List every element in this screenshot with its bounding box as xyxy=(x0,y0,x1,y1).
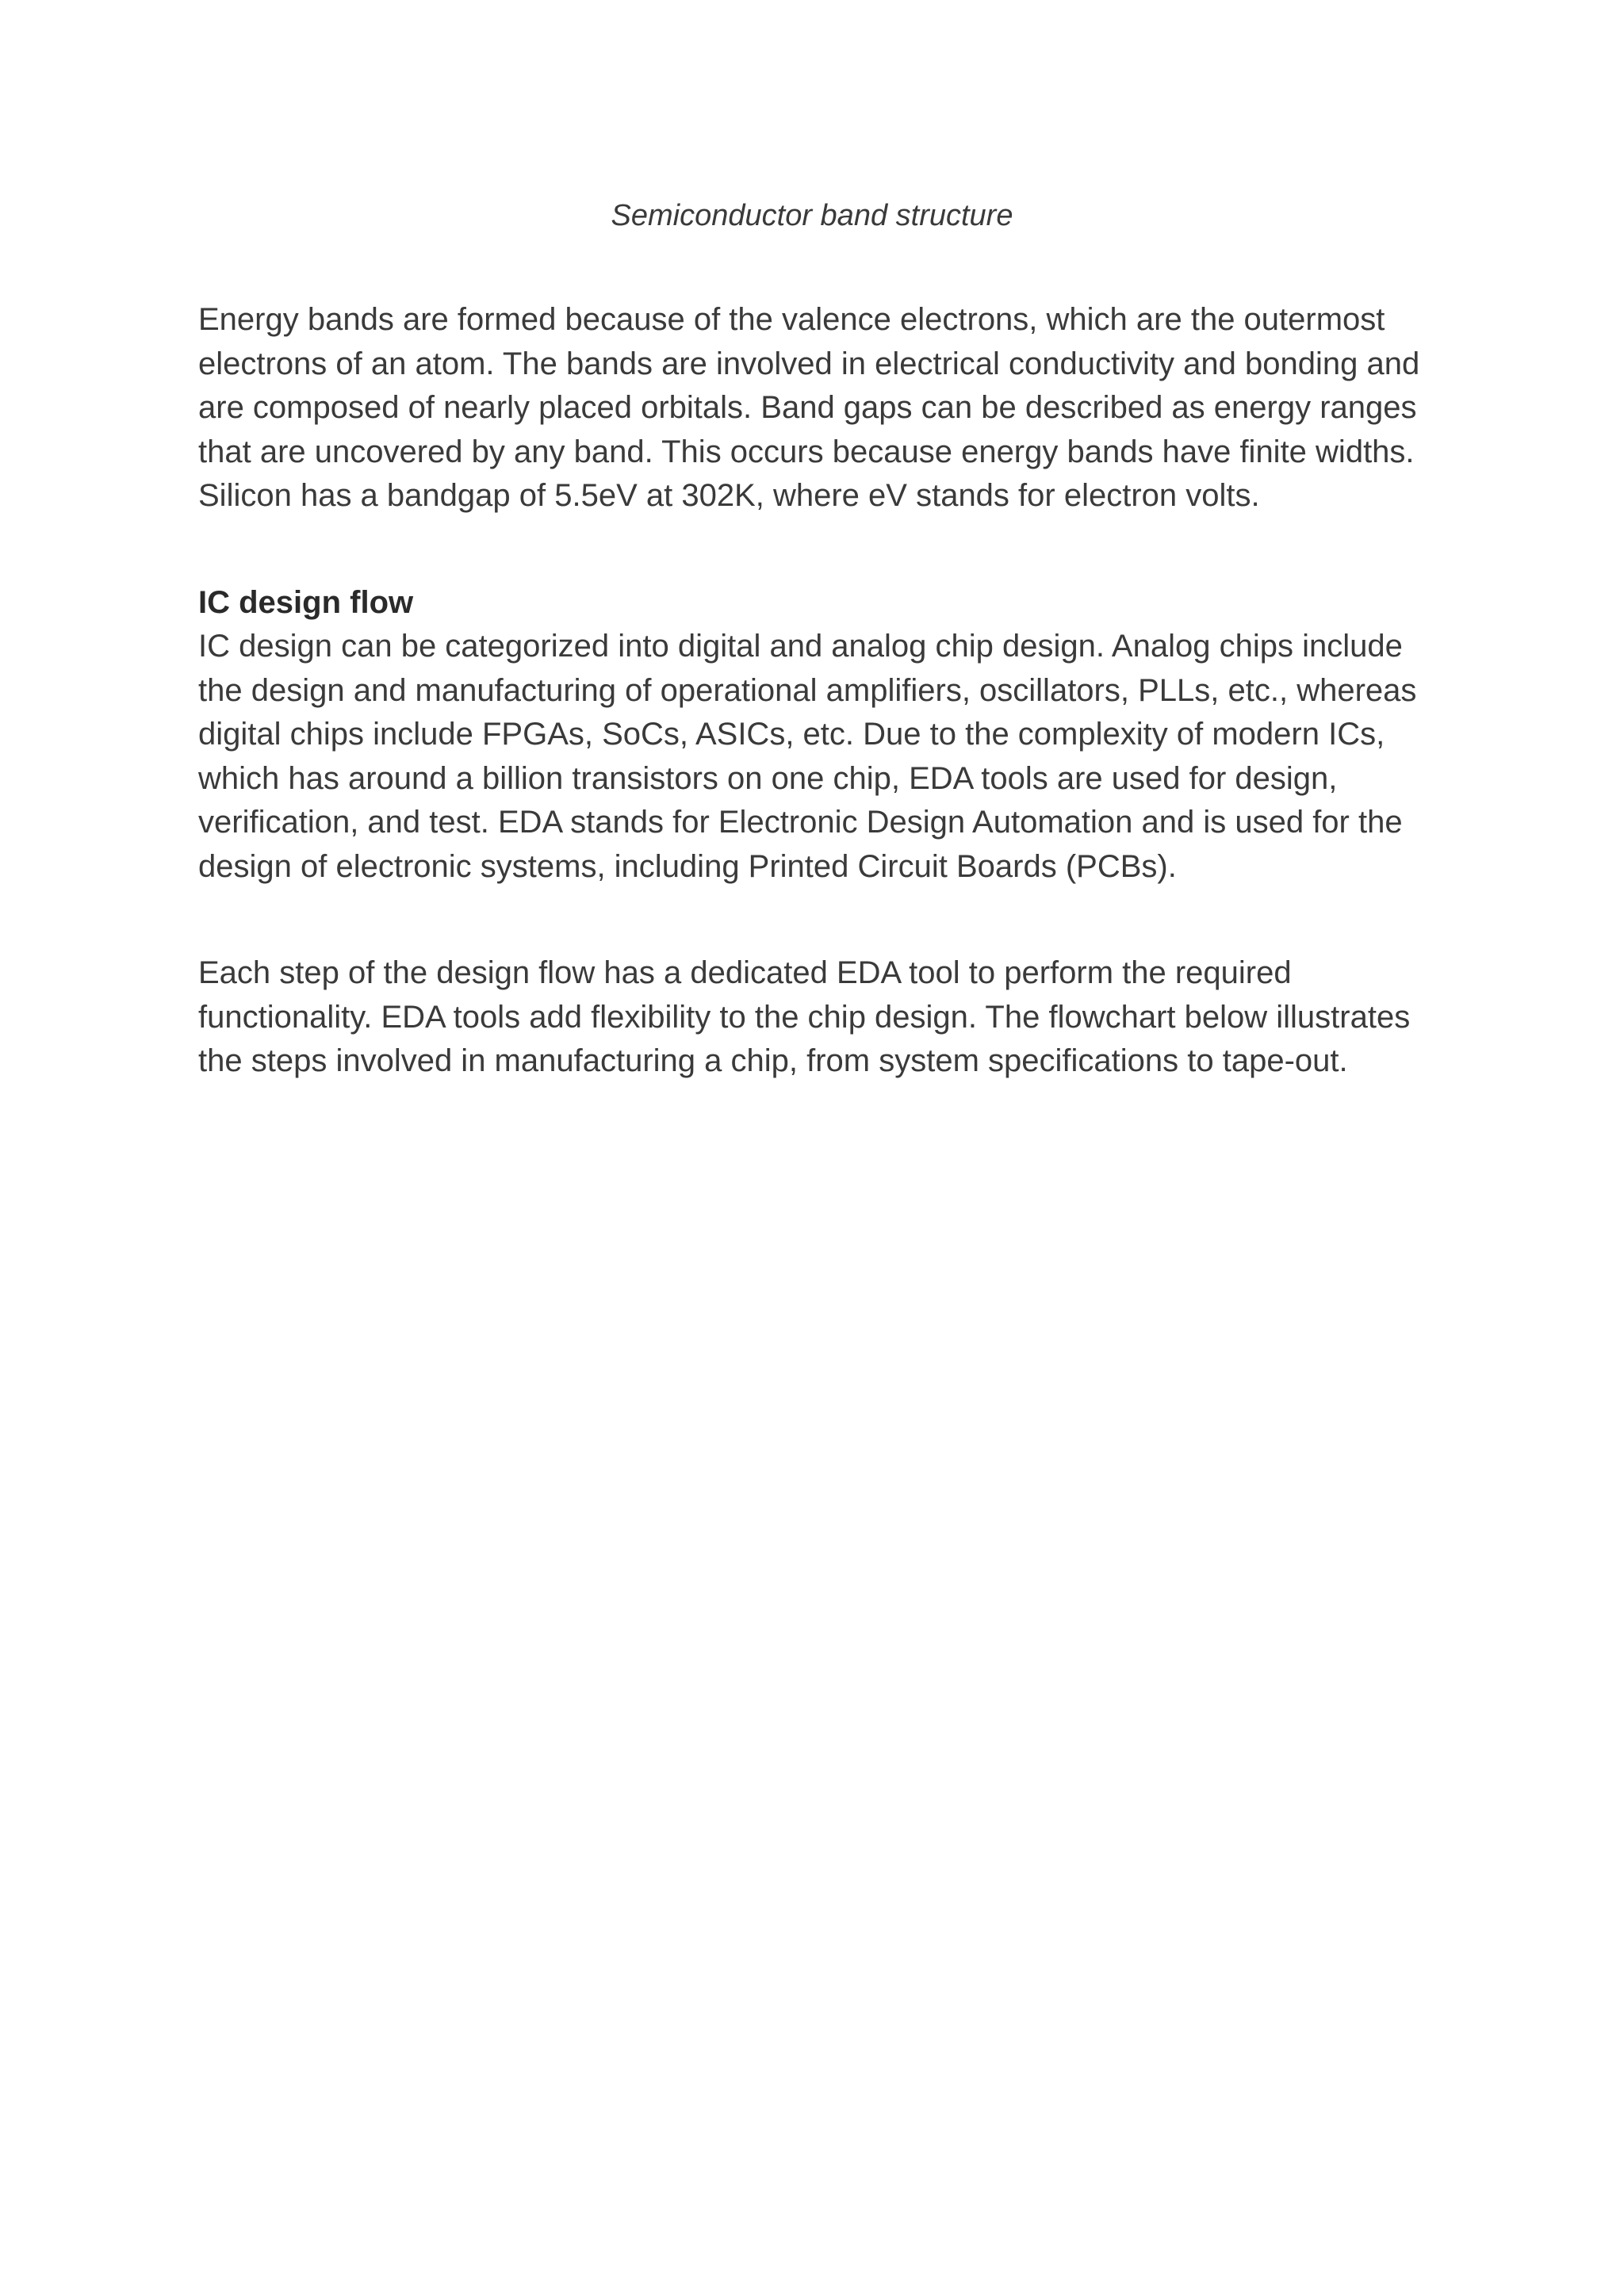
document-body xyxy=(198,298,1451,1084)
paragraph-band-structure: Energy bands are formed because of the valence electrons, which are the outermost electrons of an atom. The bands are involved in electrical conductivity and bonding and are composed of nearly placed orbitals. Band gaps can be described as energy ranges that are uncovered by any band. This occurs because energy bands have finite widths. Silicon has a bandgap of 5.5eV at 302K, where eV stands for electron volts. xyxy=(198,302,1420,513)
paragraph-design-flow-steps: Each step of the design flow has a dedicated EDA tool to perform the required functionality. EDA tools add flexibility to the chip design. The flowchart below illustrates the steps involved in manufacturing a chip, from system specifications to tape-out. xyxy=(198,955,1411,1078)
section-heading-ic-design-flow: IC design flow xyxy=(198,584,414,620)
figure-caption: Semiconductor band structure xyxy=(611,199,1013,232)
paragraph-ic-design: IC design can be categorized into digital and analog chip design. Analog chips include the design and manufacturing of operational amplifiers, oscillators, PLLs, etc., whereas digital chips include FPGAs, SoCs, ASICs, etc. Due to the complexity of modern ICs, which has around a billion transistors on one chip, EDA tools are used for design, verification, and test. EDA stands for Electronic Design Automation and is used for the design of electronic systems, including Printed Circuit Boards (PCBs). xyxy=(198,629,1417,884)
